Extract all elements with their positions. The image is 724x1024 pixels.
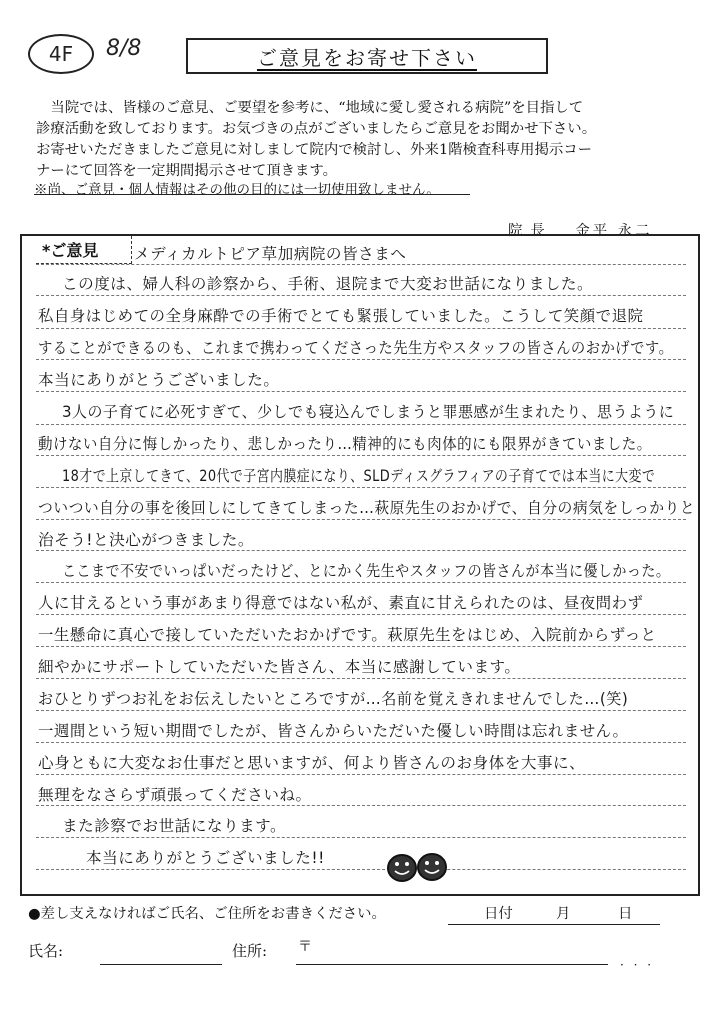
comment-box xyxy=(20,234,700,896)
comment-line: また診察でお世話になります。 xyxy=(62,817,287,835)
smiley-doodle-icon xyxy=(384,850,452,890)
comment-line: おひとりずつお礼をお伝えしたいところですが…名前を覚えきれませんでした…(笑) xyxy=(38,690,629,708)
comment-line: メディカルトピア草加病院の皆さまへ xyxy=(134,245,407,263)
form-title: ご意見をお寄せ下さい xyxy=(257,45,477,70)
ruled-line xyxy=(36,328,686,329)
ruled-line xyxy=(36,455,686,456)
floor-badge-text: 4F xyxy=(48,42,74,66)
month-label: 月 xyxy=(556,906,571,922)
date-underline xyxy=(448,924,660,925)
ruled-line xyxy=(36,837,686,838)
intro-line-2: 診療活動を致しております。お気づきの点がございましたらご意見をお聞かせ下さい。 xyxy=(36,121,597,137)
scan-dots: · · · xyxy=(620,958,655,972)
name-underline xyxy=(100,964,222,965)
intro-paragraph xyxy=(36,98,700,182)
ruled-line xyxy=(36,391,686,392)
ruled-line xyxy=(36,774,686,775)
comment-line: 本当にありがとうございました!! xyxy=(86,849,325,867)
comment-label: *ご意見 xyxy=(36,236,132,264)
comment-line: 私自身はじめての全身麻酔での手術でとても緊張していました。こうして笑顔で退院 xyxy=(38,307,644,325)
comment-line: 無理をなさらず頑張ってくださいね。 xyxy=(38,786,312,804)
ruled-line xyxy=(36,424,686,425)
ruled-line xyxy=(36,295,686,296)
privacy-notice: ※尚、ご意見・個人情報はその他の目的には一切使用致しません。 xyxy=(34,182,440,198)
floor-badge xyxy=(28,34,94,74)
comment-line: この度は、婦人科の診察から、手術、退院まで大変お世話になりました。 xyxy=(62,275,594,293)
ruled-line xyxy=(36,869,686,870)
ruled-line xyxy=(36,805,686,806)
ruled-line xyxy=(36,550,686,551)
ruled-line xyxy=(36,264,686,265)
contact-request-text: ●差し支えなければご氏名、ご住所をお書きください。 xyxy=(28,906,386,922)
comment-line: 一生懸命に真心で接していただいたおかげです。萩原先生をはじめ、入院前からずっと xyxy=(38,626,657,644)
director-name: 金平 永二 xyxy=(575,223,653,239)
privacy-notice-underline xyxy=(34,194,470,195)
name-label: 氏名: xyxy=(28,942,64,960)
comment-line: ついつい自分の事を後回しにしてきてしまった…萩原先生のおかげで、自分の病気をしっかりと xyxy=(38,499,696,517)
director-role: 院長 xyxy=(508,223,553,239)
address-underline xyxy=(296,964,608,965)
comment-line: 3人の子育てに必死すぎて、少しでも寝込んでしまうと罪悪感が生まれたり、思うように xyxy=(62,403,675,421)
comment-line: 18才で上京してきて、20代で子宮内膜症になり、SLDディスグラフィアの子育てでは本当に大変で xyxy=(62,467,656,485)
intro-line-1: 当院では、皆様のご意見、ご要望を参考に、“地域に愛し愛される病院”を目指して xyxy=(50,100,584,116)
address-label: 住所: xyxy=(232,942,268,960)
intro-line-3: お寄せいただきましたご意見に対しまして院内で検討し、外来1階検査科専用掲示コー xyxy=(36,142,593,158)
ruled-line xyxy=(36,742,686,743)
form-title-box xyxy=(186,38,548,74)
comment-line: 本当にありがとうございました。 xyxy=(38,371,280,389)
date-label: 日付 xyxy=(484,906,513,922)
ruled-line xyxy=(36,710,686,711)
comment-line: 心身ともに大変なお仕事だと思いますが、何より皆さんのお身体を大事に、 xyxy=(38,754,586,772)
comment-line: ここまで不安でいっぱいだったけど、とにかく先生やスタッフの皆さんが本当に優しかった。 xyxy=(62,562,671,580)
ruled-line xyxy=(36,519,686,520)
ruled-line xyxy=(36,359,686,360)
comment-line: 一週間という短い期間でしたが、皆さんからいただいた優しい時間は忘れません。 xyxy=(38,722,629,740)
handwritten-date-note: 8/8 xyxy=(106,36,142,61)
comment-line: 動けない自分に悔しかったり、悲しかったり…精神的にも肉体的にも限界がきていました。 xyxy=(38,435,652,453)
ruled-line xyxy=(36,582,686,583)
day-label: 日 xyxy=(618,906,633,922)
ruled-line xyxy=(36,487,686,488)
comment-line: することができるのも、これまで携わってくださった先生方やスタッフの皆さんのおかげです。 xyxy=(38,339,674,357)
comment-line: 細やかにサポートしていただいた皆さん、本当に感謝しています。 xyxy=(38,658,521,676)
ruled-line xyxy=(36,678,686,679)
postal-mark: 〒 xyxy=(298,939,312,955)
comment-line: 人に甘えるという事があまり得意ではない私が、素直に甘えられたのは、昼夜問わず xyxy=(38,594,644,612)
comment-line: 治そう!と決心がつきました。 xyxy=(38,531,254,549)
ruled-line xyxy=(36,614,686,615)
ruled-line xyxy=(36,646,686,647)
intro-line-4: ナーにて回答を一定期間掲示させて頂きます。 xyxy=(36,163,338,179)
